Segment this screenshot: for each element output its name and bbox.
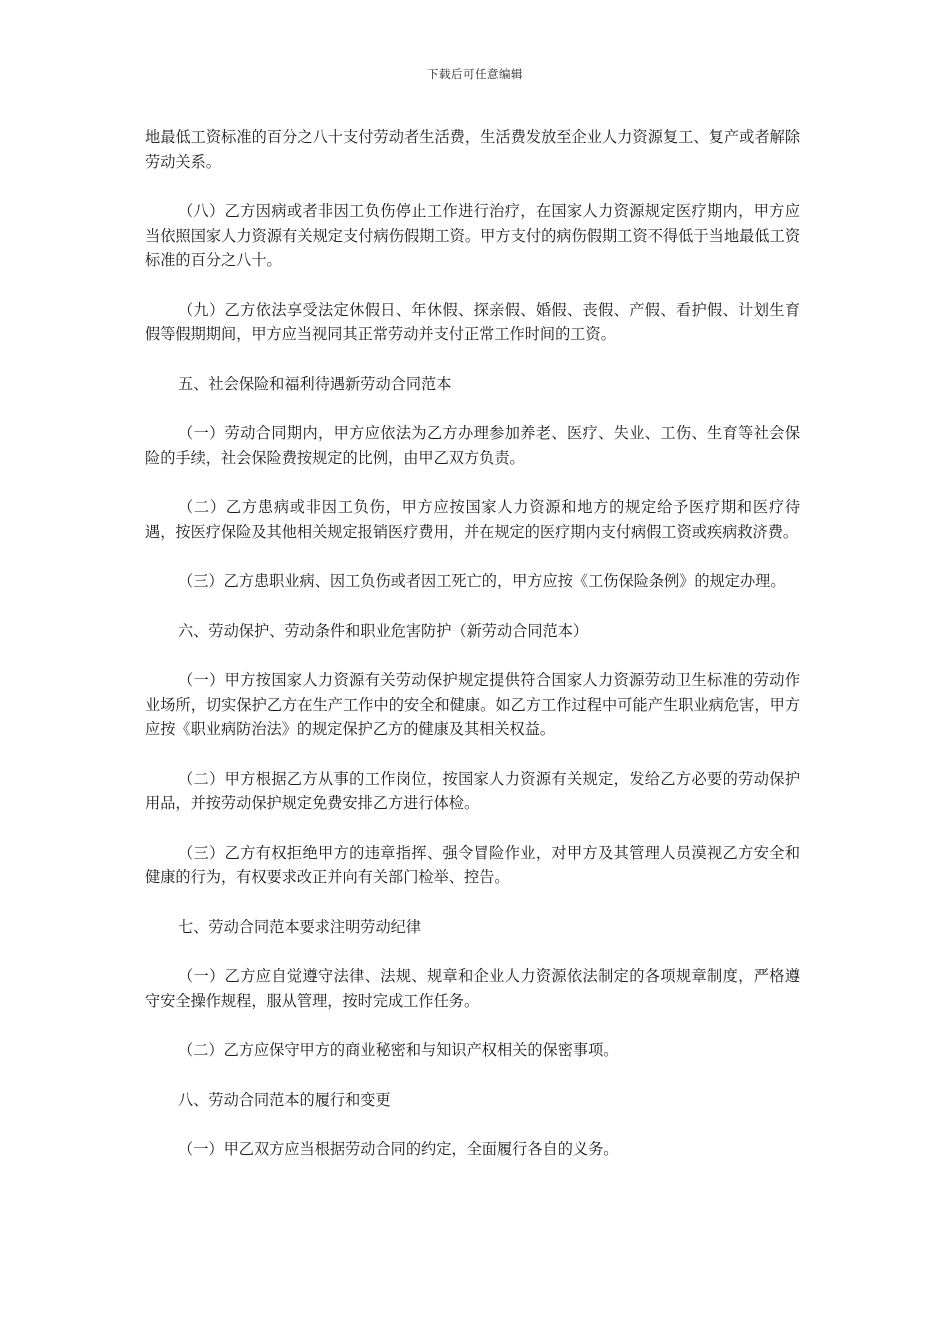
paragraph-7-2: （二）乙方应保守甲方的商业秘密和与知识产权相关的保密事项。	[178, 1041, 619, 1059]
paragraph-7-1: （一）乙方应自觉遵守法律、法规、规章和企业人力资源依法制定的各项规章制度，严格遵守安全操作规程，服从管理，按时完成工作任务。	[145, 967, 800, 1010]
paragraph-5-1: （一）劳动合同期内，甲方应依法为乙方办理参加养老、医疗、失业、工伤、生育等社会保险的手续，社会保险费按规定的比例，由甲乙双方负责。	[145, 424, 800, 467]
document-body	[145, 125, 800, 1187]
paragraph-5-3: （三）乙方患职业病、因工负伤或者因工死亡的，甲方应按《工伤保险条例》的规定办理。	[178, 572, 786, 590]
section-heading-5: 五、社会保险和福利待遇新劳动合同范本	[178, 374, 452, 393]
section-heading-6: 六、劳动保护、劳动条件和职业危害防护（新劳动合同范本）	[178, 621, 589, 640]
paragraph-6-1: （一）甲方按国家人力资源有关劳动保护规定提供符合国家人力资源劳动卫生标准的劳动作业场所，切实保护乙方在生产工作中的安全和健康。如乙方工作过程中可能产生职业病危害，甲方应按《职业病防治法》的规定保护乙方的健康及其相关权益。	[145, 671, 800, 738]
page-header-note: 下载后可任意编辑	[427, 67, 523, 81]
paragraph-6-3: （三）乙方有权拒绝甲方的违章指挥、强令冒险作业，对甲方及其管理人员漠视乙方安全和健康的行为，有权要求改正并向有关部门检举、控告。	[145, 843, 800, 886]
section-heading-7: 七、劳动合同范本要求注明劳动纪律	[178, 917, 421, 936]
paragraph-clause-9: （九）乙方依法享受法定休假日、年休假、探亲假、婚假、丧假、产假、看护假、计划生育假等假期期间，甲方应当视同其正常劳动并支付正常工作时间的工资。	[145, 300, 800, 343]
paragraph-clause-8: （八）乙方因病或者非因工负伤停止工作进行治疗，在国家人力资源规定医疗期内，甲方应当依照国家人力资源有关规定支付病伤假期工资。甲方支付的病伤假期工资不得低于当地最低工资标准的百分之八十。	[145, 202, 800, 269]
section-heading-8: 八、劳动合同范本的履行和变更	[178, 1090, 391, 1109]
paragraph-5-2: （二）乙方患病或非因工负伤，甲方应按国家人力资源和地方的规定给予医疗期和医疗待遇，按医疗保险及其他相关规定报销医疗费用，并在规定的医疗期内支付病假工资或疾病救济费。	[145, 498, 800, 541]
paragraph-6-2: （二）甲方根据乙方从事的工作岗位，按国家人力资源有关规定，发给乙方必要的劳动保护用品，并按劳动保护规定免费安排乙方进行体检。	[145, 769, 800, 812]
paragraph-continuation: 地最低工资标准的百分之八十支付劳动者生活费，生活费发放至企业人力资源复工、复产或者解除劳动关系。	[145, 128, 800, 171]
paragraph-8-1: （一）甲乙双方应当根据劳动合同的约定，全面履行各自的义务。	[178, 1140, 619, 1158]
